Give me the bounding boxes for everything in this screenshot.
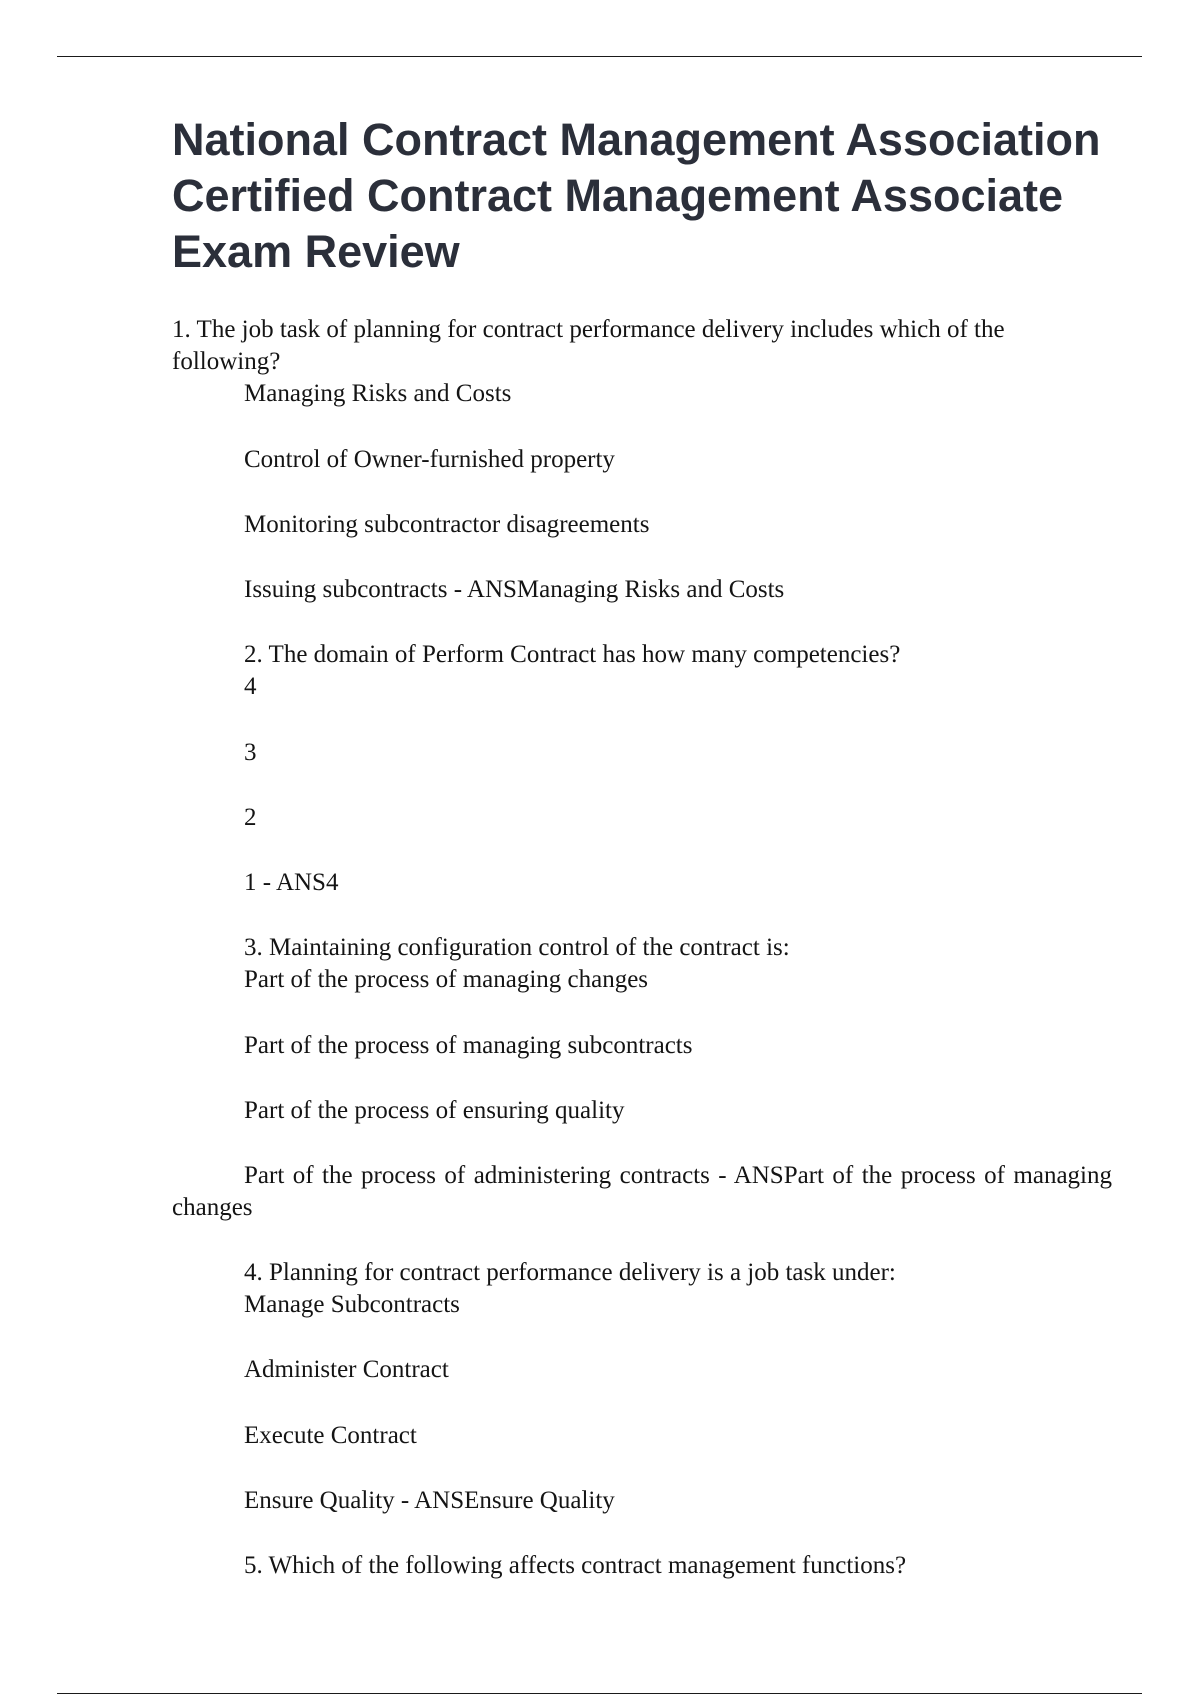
question-2-option-1: 4 (244, 673, 257, 700)
question-3-option-4-answer (172, 1160, 1112, 1224)
question-4-option-4-answer: Ensure Quality - ANSEnsure Quality (244, 1487, 615, 1514)
question-3-option-3: Part of the process of ensuring quality (244, 1097, 625, 1124)
question-2-option-3: 2 (244, 804, 257, 831)
header-rule (57, 56, 1142, 57)
question-1-option-3: Monitoring subcontractor disagreements (244, 511, 650, 538)
question-4-option-2: Administer Contract (244, 1356, 449, 1383)
question-2-option-2: 3 (244, 739, 257, 766)
question-3-option-2: Part of the process of managing subcontracts (244, 1032, 693, 1059)
question-2-option-4-answer: 1 - ANS4 (244, 869, 339, 896)
footer-rule (57, 1693, 1142, 1694)
question-1-option-2: Control of Owner-furnished property (244, 446, 615, 473)
document-title: National Contract Management Association Certified Contract Management Associate Exam Review (172, 114, 1101, 277)
question-5-stem: 5. Which of the following affects contract management functions? (244, 1552, 907, 1579)
question-3-stem: 3. Maintaining configuration control of the contract is: (244, 934, 790, 961)
question-3-option-1: Part of the process of managing changes (244, 966, 649, 993)
question-1-option-4-answer: Issuing subcontracts - ANSManaging Risks and Costs (244, 576, 785, 603)
question-4-option-3: Execute Contract (244, 1422, 417, 1449)
question-4-option-1: Manage Subcontracts (244, 1291, 460, 1318)
question-1-stem-line-2: following? (172, 348, 281, 375)
question-1-stem-line-1: 1. The job task of planning for contract performance delivery includes which of the (172, 316, 1005, 343)
question-2-stem: 2. The domain of Perform Contract has how many competencies? (244, 641, 901, 668)
question-1-option-1: Managing Risks and Costs (244, 380, 512, 407)
question-3-option-4-text: Part of the process of administering contracts - ANSPart of the process of managing changes (172, 1162, 1112, 1221)
question-4-stem: 4. Planning for contract performance delivery is a job task under: (244, 1259, 896, 1286)
